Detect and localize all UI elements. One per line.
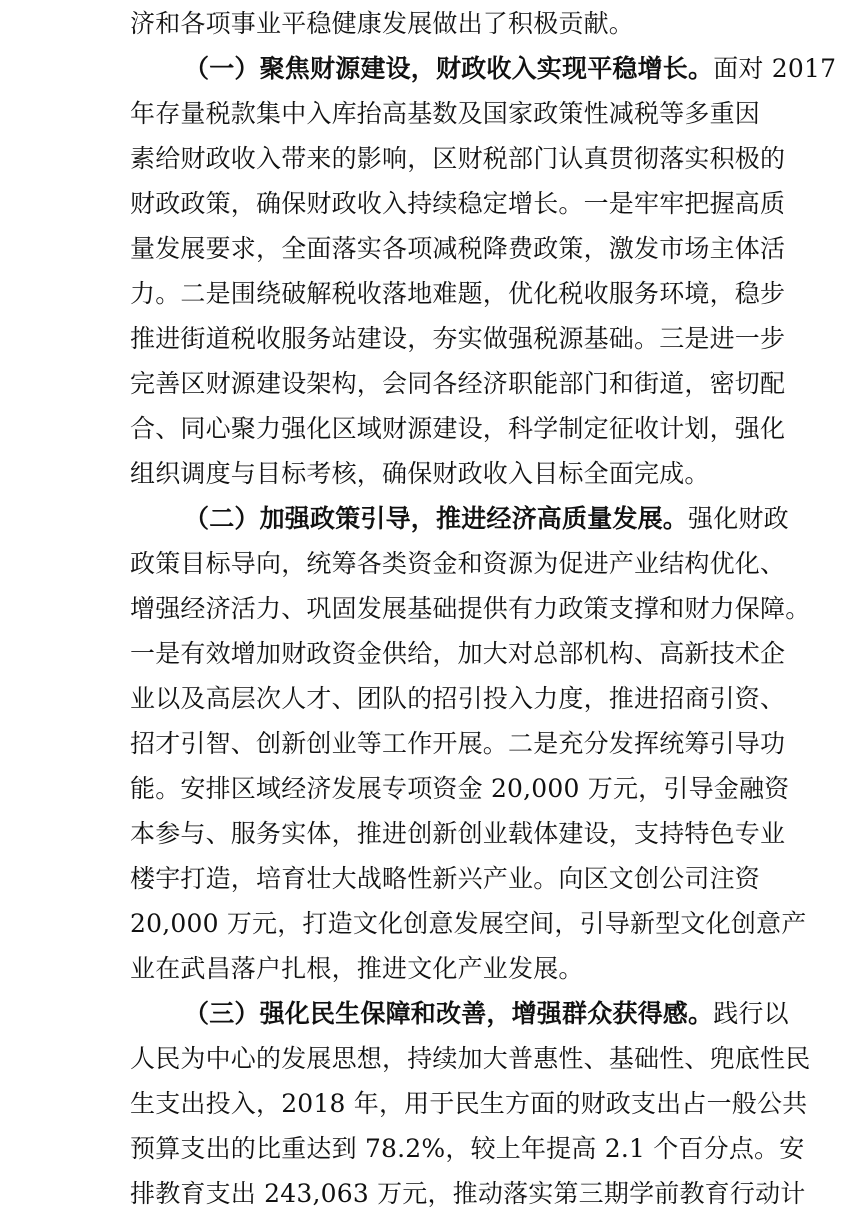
text-line-17: 招才引智、创新创业等工作开展。二是充分发挥统筹引导功 (130, 729, 786, 758)
text-line-24: 人民为中心的发展思想，持续加大普惠性、基础性、兜底性民 (130, 1044, 811, 1073)
section-3-lead: 践行以 (713, 999, 789, 1028)
text-line-6: 量发展要求，全面落实各项减税降费政策，激发市场主体活 (130, 234, 786, 263)
text-line-20: 楼宇打造，培育壮大战略性新兴产业。向区文创公司注资 (130, 864, 761, 893)
text-line-3: 年存量税款集中入库抬高基数及国家政策性减税等多重因 (130, 99, 761, 128)
section-1-lead: 面对 2017 (713, 54, 837, 83)
text-line-25: 生支出投入，2018 年，用于民生方面的财政支出占一般公共 (130, 1089, 808, 1118)
text-line-11: 组织调度与目标考核，确保财政收入目标全面完成。 (130, 459, 710, 488)
text-line-22: 业在武昌落户扎根，推进文化产业发展。 (130, 954, 584, 983)
text-line-26: 预算支出的比重达到 78.2%，较上年提高 2.1 个百分点。安 (130, 1134, 805, 1163)
text-line-13: 政策目标导向，统筹各类资金和资源为促进产业结构优化、 (130, 549, 786, 578)
section-3-heading: （三）强化民生保障和改善，增强群众获得感。 (184, 999, 714, 1028)
section-3-line (184, 994, 789, 1034)
section-2-lead: 强化财政 (688, 504, 789, 533)
text-line-19: 本参与、服务实体，推进创新创业载体建设，支持特色专业 (130, 819, 786, 848)
text-line-7: 力。二是围绕破解税收落地难题，优化税收服务环境，稳步 (130, 279, 786, 308)
text-line-8: 推进街道税收服务站建设，夯实做强税源基础。三是进一步 (130, 324, 786, 353)
text-line-10: 合、同心聚力强化区域财源建设，科学制定征收计划，强化 (130, 414, 786, 443)
text-line-9: 完善区财源建设架构，会同各经济职能部门和街道，密切配 (130, 369, 786, 398)
section-1-line (184, 49, 837, 89)
section-2-heading: （二）加强政策引导，推进经济高质量发展。 (184, 504, 689, 533)
section-1-heading: （一）聚焦财源建设，财政收入实现平稳增长。 (184, 54, 714, 83)
section-2-line (184, 499, 789, 539)
text-line-14: 增强经济活力、巩固发展基础提供有力政策支撑和财力保障。 (130, 594, 811, 623)
text-line-27: 排教育支出 243,063 万元，推动落实第三期学前教育行动计 (130, 1179, 806, 1208)
text-line-4: 素给财政收入带来的影响，区财税部门认真贯彻落实积极的 (130, 144, 786, 173)
text-line-18: 能。安排区域经济发展专项资金 20,000 万元，引导金融资 (130, 774, 790, 803)
text-line-21: 20,000 万元，打造文化创意发展空间，引导新型文化创意产 (130, 909, 807, 938)
text-line-1: 济和各项事业平稳健康发展做出了积极贡献。 (130, 9, 635, 38)
text-line-16: 业以及高层次人才、团队的招引投入力度，推进招商引资、 (130, 684, 786, 713)
text-line-5: 财政政策，确保财政收入持续稳定增长。一是牢牢把握高质 (130, 189, 786, 218)
text-line-15: 一是有效增加财政资金供给，加大对总部机构、高新技术企 (130, 639, 786, 668)
